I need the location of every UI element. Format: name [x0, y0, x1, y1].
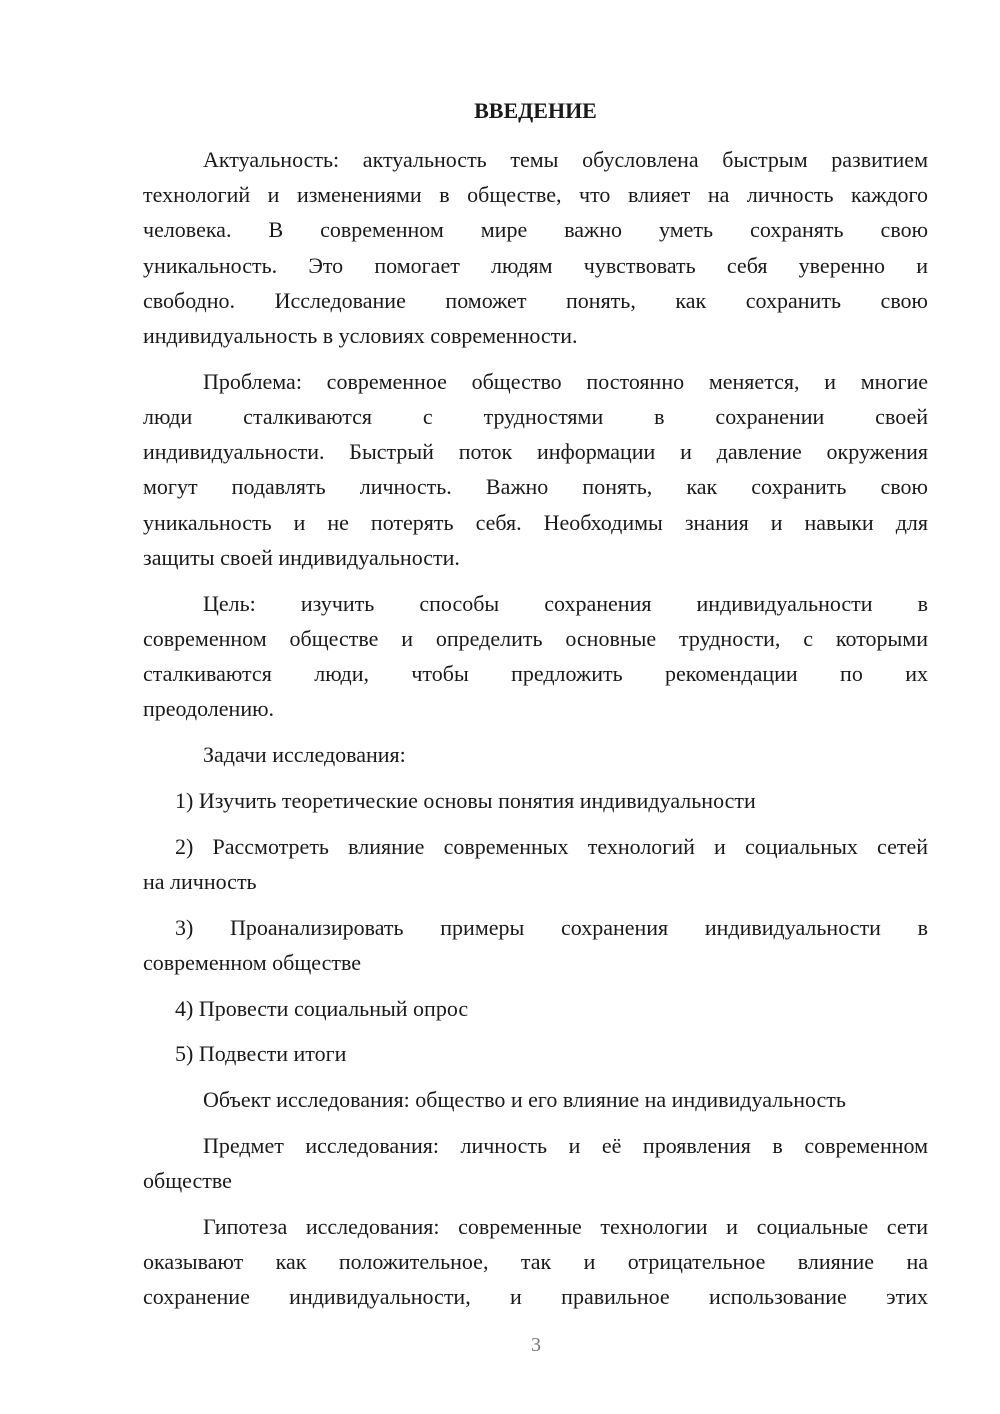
paragraph	[143, 1128, 928, 1198]
paragraph	[143, 737, 928, 772]
paragraph	[143, 586, 928, 727]
list-item	[143, 910, 928, 980]
text-line: преодолению.	[143, 696, 275, 722]
text-line: сталкиваются люди, чтобы предложить рекомендации по их	[143, 661, 928, 687]
text-line: могут подавлять личность. Важно понять, как сохранить свою	[143, 474, 928, 500]
text-line: индивидуальности. Быстрый поток информации и давление окружения	[143, 439, 928, 465]
text-line: Проблема: современное общество постоянно меняется, и многие	[203, 368, 928, 394]
text-line: технологий и изменениями в обществе, что влияет на личность каждого	[143, 182, 928, 208]
document-body	[143, 142, 928, 1325]
text-line: 2) Рассмотреть влияние современных технологий и социальных сетей	[175, 833, 928, 859]
paragraph	[143, 1082, 928, 1117]
text-line: 4) Провести социальный опрос	[175, 995, 469, 1021]
text-line: люди сталкиваются с трудностями в сохранении своей	[143, 404, 928, 430]
list-item	[143, 783, 928, 818]
paragraph	[143, 364, 928, 575]
list-item	[143, 991, 928, 1026]
text-line: Предмет исследования: личность и её проявления в современном	[203, 1133, 928, 1159]
text-line: индивидуальность в условиях современности.	[143, 323, 578, 349]
page-number: 3	[531, 1334, 541, 1356]
text-line: Гипотеза исследования: современные технологии и социальные сети	[203, 1214, 928, 1240]
section-title: ВВЕДЕНИЕ	[474, 98, 597, 123]
text-line: 1) Изучить теоретические основы понятия индивидуальности	[175, 787, 756, 813]
list-item	[143, 1036, 928, 1071]
text-line: Цель: изучить способы сохранения индивидуальности в	[203, 590, 928, 616]
text-line: 5) Подвести итоги	[175, 1041, 347, 1067]
text-line: современном обществе	[143, 949, 362, 975]
text-line: современном обществе и определить основные трудности, с которыми	[143, 625, 928, 651]
text-line: защиты своей индивидуальности.	[143, 544, 460, 570]
text-line: Объект исследования: общество и его влияние на индивидуальность	[203, 1087, 846, 1113]
paragraph	[143, 1209, 928, 1315]
text-line: свободно. Исследование поможет понять, как сохранить свою	[143, 287, 928, 313]
text-line: Актуальность: актуальность темы обусловлена быстрым развитием	[203, 147, 928, 172]
text-line: 3) Проанализировать примеры сохранения индивидуальности в	[175, 914, 928, 940]
text-line: оказывают как положительное, так и отрицательное влияние на	[143, 1249, 928, 1275]
text-line: уникальность. Это помогает людям чувствовать себя уверенно и	[143, 252, 928, 278]
list-item	[143, 829, 928, 899]
text-line: Задачи исследования:	[203, 742, 406, 768]
text-line: человека. В современном мире важно уметь сохранять свою	[143, 217, 928, 243]
text-line: уникальность и не потерять себя. Необходимы знания и навыки для	[143, 509, 928, 535]
text-line: сохранение индивидуальности, и правильное использование этих	[143, 1284, 928, 1310]
text-line: на личность	[143, 868, 257, 894]
text-line: обществе	[143, 1168, 232, 1194]
paragraph	[143, 142, 928, 353]
